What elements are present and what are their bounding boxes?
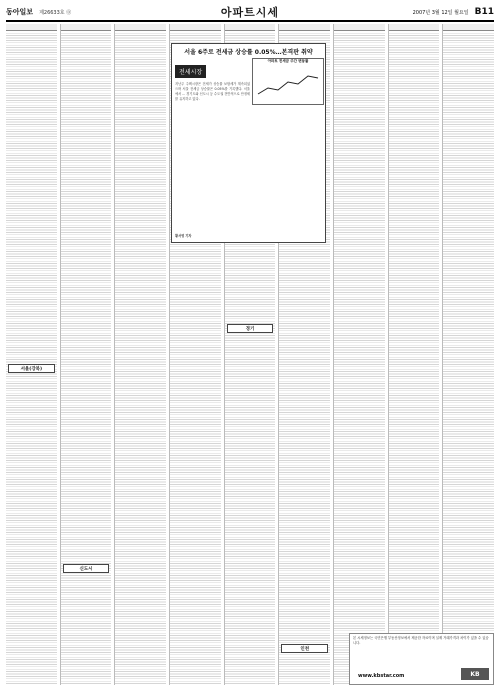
listing-column	[333, 24, 385, 685]
feature-body: 지난주 주택시장은 전세가 상승률 보합세가 계속되었으며 서울 전세금 상승률은 0.05%를 기록했다. 서울에서 ... 경기도와 신도시 등 수도권 전반적으로 안정세를 유지하고 있다.	[175, 82, 250, 101]
page-date: 2007년 3월 12일 월요일	[412, 9, 469, 16]
issue-number: 제26633호 ⓪	[39, 9, 72, 16]
footer-url[interactable]: www.kbstar.com	[358, 673, 405, 679]
feature-article	[171, 43, 326, 243]
section-label: 신도시	[63, 564, 110, 573]
footer-notice-box	[349, 633, 494, 685]
listing-column	[114, 24, 166, 685]
feature-tag: 전세시장	[175, 65, 206, 78]
section-label: 경기	[227, 324, 274, 333]
chart-title: 아파트 전세금 주간 변동률	[267, 59, 309, 63]
chart-line	[253, 64, 323, 102]
section-label: 인천	[281, 644, 328, 653]
listing-column	[6, 24, 57, 685]
footer-notice: 본 시세정보는 국민은행 부동산정보에서 제공한 자료이며 실제 거래가격과 차이가 있을 수 있습니다.	[353, 636, 489, 645]
feature-byline: 황서영 기자	[175, 234, 192, 238]
section-label: 서울(강북)	[8, 364, 55, 373]
newspaper-name: 동아일보	[6, 8, 34, 16]
page-title: 아파트시세	[220, 6, 280, 19]
listing-column	[388, 24, 440, 685]
listing-column	[60, 24, 112, 685]
page-header	[6, 4, 494, 22]
page-number: B11	[474, 7, 494, 17]
kb-logo: KB	[461, 668, 489, 680]
feature-chart	[252, 58, 324, 105]
feature-title: 서울 6주로 전세금 상승률 0.05%…본격판 취약	[184, 49, 313, 56]
listing-column	[442, 24, 494, 685]
